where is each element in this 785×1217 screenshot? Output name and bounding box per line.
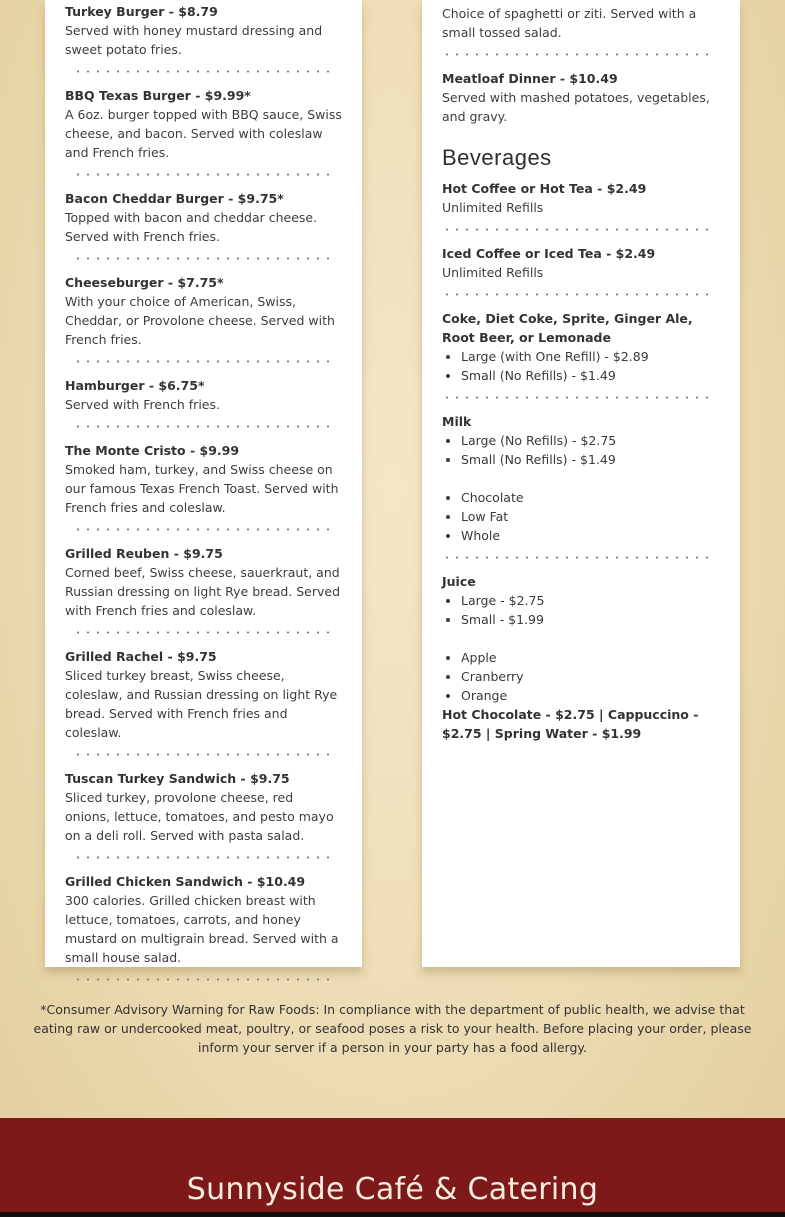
menu-item-description: Sliced turkey breast, Swiss cheese, coleslaw, and Russian dressing on light Rye bread. Served with French fries and coleslaw. bbox=[65, 668, 338, 740]
dotted-divider bbox=[73, 855, 336, 860]
menu-item-description: A 6oz. burger topped with BBQ sauce, Swiss cheese, and bacon. Served with coleslaw and French fries. bbox=[65, 107, 342, 160]
dotted-divider bbox=[442, 292, 716, 297]
menu-item bbox=[442, 69, 722, 126]
menu-item-title: BBQ Texas Burger - $9.99* bbox=[65, 88, 251, 103]
size-list bbox=[442, 591, 722, 629]
size-list bbox=[442, 347, 722, 385]
menu-item bbox=[442, 4, 722, 42]
menu-item bbox=[65, 544, 342, 620]
menu-item-description: Smoked ham, turkey, and Swiss cheese on our famous Texas French Toast. Served with French fries and coleslaw. bbox=[65, 462, 339, 515]
menu-item-description: Served with French fries. bbox=[65, 397, 220, 412]
beverage-item bbox=[442, 179, 722, 217]
dotted-divider bbox=[73, 630, 336, 635]
flavor-option: • Cranberry bbox=[461, 667, 722, 686]
size-option: • Small (No Refills) - $1.49 bbox=[461, 450, 722, 469]
menu-item-description: With your choice of American, Swiss, Cheddar, or Provolone cheese. Served with French fries. bbox=[65, 294, 335, 347]
flavor-option: • Orange bbox=[461, 686, 722, 705]
menu-item-title: Meatloaf Dinner - $10.49 bbox=[442, 71, 618, 86]
menu-item-description: Choice of spaghetti or ziti. Served with a small tossed salad. bbox=[442, 6, 697, 40]
menu-item bbox=[65, 86, 342, 162]
dotted-divider bbox=[73, 256, 336, 261]
menu-item-title: Grilled Chicken Sandwich - $10.49 bbox=[65, 874, 306, 889]
consumer-advisory-text: *Consumer Advisory Warning for Raw Foods: In compliance with the department of public health, we advise that eating raw or undercooked meat, poultry, or seafood poses a risk to your health. Before placing your order, please inform your server if a person in your party has a food allergy. bbox=[33, 1002, 752, 1055]
menu-item-description: 300 calories. Grilled chicken breast with lettuce, tomatoes, carrots, and honey mustard on multigrain bread. Served with a small house salad. bbox=[65, 893, 339, 965]
beverage-item bbox=[442, 309, 722, 385]
menu-card-right bbox=[422, 0, 740, 967]
beverage-item bbox=[442, 412, 722, 545]
menu-item-title: The Monte Cristo - $9.99 bbox=[65, 443, 240, 458]
beverages-heading: Beverages bbox=[442, 145, 552, 170]
dotted-divider bbox=[73, 527, 336, 532]
flavor-option: • Whole bbox=[461, 526, 722, 545]
size-list bbox=[442, 431, 722, 469]
menu-item-title: Grilled Reuben - $9.75 bbox=[65, 546, 223, 561]
dotted-divider bbox=[73, 424, 336, 429]
flavor-list bbox=[442, 488, 722, 545]
size-option: • Large (No Refills) - $2.75 bbox=[461, 431, 722, 450]
menu-item-description: Sliced turkey, provolone cheese, red onions, lettuce, tomatoes, and pesto mayo on a deli roll. Served with pasta salad. bbox=[65, 790, 334, 843]
beverage-item bbox=[442, 244, 722, 282]
dotted-divider bbox=[442, 395, 716, 400]
menu-item bbox=[65, 769, 342, 845]
footer-banner bbox=[0, 1118, 785, 1217]
beverage-description: Unlimited Refills bbox=[442, 265, 544, 280]
beverage-title: Hot Coffee or Hot Tea - $2.49 bbox=[442, 181, 647, 196]
beverage-item bbox=[442, 572, 722, 743]
beverage-title: Coke, Diet Coke, Sprite, Ginger Ale, Root Beer, or Lemonade bbox=[442, 311, 693, 345]
menu-item-title: Turkey Burger - $8.79 bbox=[65, 4, 218, 19]
dotted-divider bbox=[73, 172, 336, 177]
beverage-title: Milk bbox=[442, 414, 472, 429]
menu-item-description: Corned beef, Swiss cheese, sauerkraut, and Russian dressing on light Rye bread. Served with French fries and coleslaw. bbox=[65, 565, 341, 618]
size-option: • Small - $1.99 bbox=[461, 610, 722, 629]
menu-item bbox=[65, 872, 342, 967]
menu-item bbox=[65, 2, 342, 59]
dotted-divider bbox=[73, 752, 336, 757]
menu-card-left bbox=[45, 0, 362, 967]
flavor-list bbox=[442, 648, 722, 705]
dotted-divider bbox=[73, 977, 336, 982]
dotted-divider bbox=[442, 52, 716, 57]
size-option: • Small (No Refills) - $1.49 bbox=[461, 366, 722, 385]
beverage-description: Unlimited Refills bbox=[442, 200, 544, 215]
beverage-title: Iced Coffee or Iced Tea - $2.49 bbox=[442, 246, 656, 261]
menu-item bbox=[65, 647, 342, 742]
menu-item-title: Cheeseburger - $7.75* bbox=[65, 275, 224, 290]
menu-item-title: Grilled Rachel - $9.75 bbox=[65, 649, 217, 664]
menu-item-description: Served with honey mustard dressing and sweet potato fries. bbox=[65, 23, 323, 57]
dotted-divider bbox=[442, 555, 716, 560]
footer-divider bbox=[0, 1212, 785, 1217]
menu-item-description: Served with mashed potatoes, vegetables, and gravy. bbox=[442, 90, 710, 124]
menu-item-title: Bacon Cheddar Burger - $9.75* bbox=[65, 191, 284, 206]
dotted-divider bbox=[73, 359, 336, 364]
menu-item bbox=[65, 273, 342, 349]
beverage-title: Juice bbox=[442, 574, 476, 589]
dotted-divider bbox=[73, 69, 336, 74]
menu-item-title: Hamburger - $6.75* bbox=[65, 378, 205, 393]
flavor-option: • Low Fat bbox=[461, 507, 722, 526]
other-drinks: Hot Chocolate - $2.75 | Cappuccino - $2.75 | Spring Water - $1.99 bbox=[442, 707, 699, 741]
size-option: • Large (with One Refill) - $2.89 bbox=[461, 347, 722, 366]
menu-item-title: Tuscan Turkey Sandwich - $9.75 bbox=[65, 771, 290, 786]
menu-item-description: Topped with bacon and cheddar cheese. Served with French fries. bbox=[65, 210, 318, 244]
menu-item bbox=[65, 189, 342, 246]
flavor-option: • Apple bbox=[461, 648, 722, 667]
menu-item bbox=[65, 441, 342, 517]
flavor-option: • Chocolate bbox=[461, 488, 722, 507]
footer-title: Sunnyside Café & Catering bbox=[186, 1172, 599, 1207]
dotted-divider bbox=[442, 227, 716, 232]
menu-item bbox=[65, 376, 342, 414]
size-option: • Large - $2.75 bbox=[461, 591, 722, 610]
